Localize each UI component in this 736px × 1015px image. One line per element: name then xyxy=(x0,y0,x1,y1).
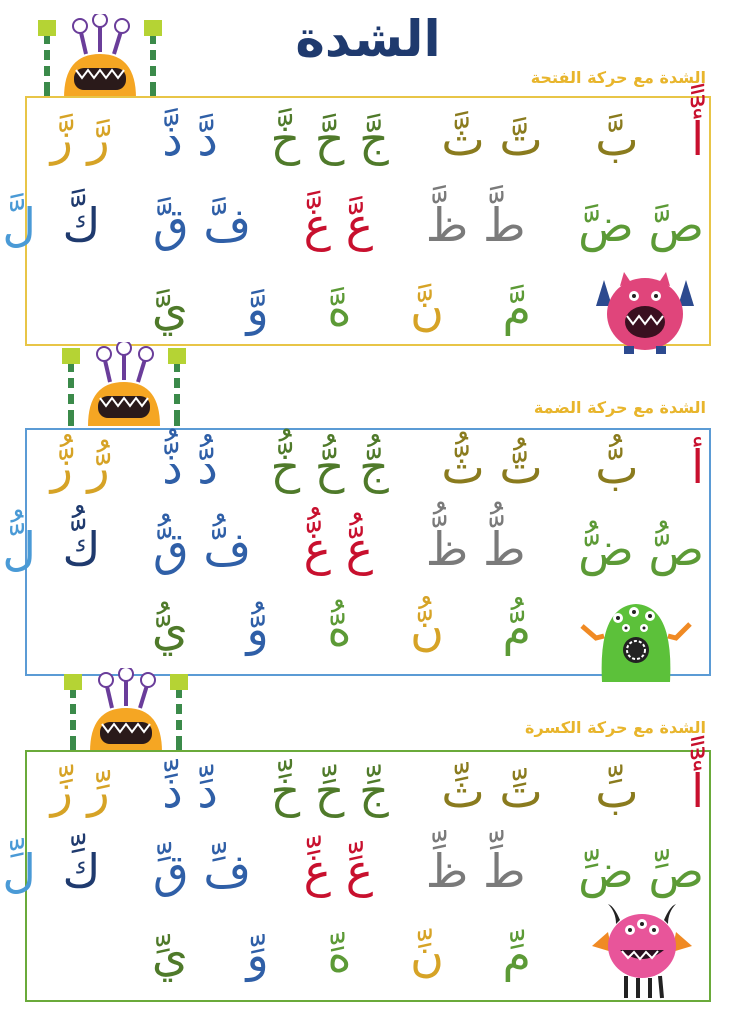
letter-group: وِّ xyxy=(246,928,269,982)
letter-group: كُّ xyxy=(62,522,101,576)
letter-group: يُّ xyxy=(151,602,188,656)
letter-group: تَّ ثَّ xyxy=(441,112,543,166)
letter-group: دُّ ذُّ xyxy=(162,440,218,494)
letter-group: أ xyxy=(691,440,704,494)
letter-group: وُّ xyxy=(246,602,269,656)
letter-group: طِّ ظِّ xyxy=(425,844,526,898)
letter-group: جَّ حَّ خَّ xyxy=(270,112,389,166)
letter-group: مَّ xyxy=(502,282,531,336)
letter-group: هِّ xyxy=(327,928,352,982)
section-2-row-3 xyxy=(152,602,531,656)
letter-group: تِّ ثِّ xyxy=(441,764,543,818)
letter-group: تُّ ثُّ xyxy=(441,440,543,494)
section-2-label: الشدة مع حركة الضمة xyxy=(533,398,706,417)
section-2-row-2 xyxy=(2,522,704,576)
section-3-label: الشدة مع حركة الكسرة xyxy=(525,718,706,737)
letter-group: نِّ xyxy=(410,928,444,982)
letter-group: صَّ ضَّ xyxy=(578,198,704,252)
letter-group: فَّ قَّ xyxy=(153,198,252,252)
yellow-monster-icon xyxy=(60,342,190,426)
letter-group: أًّ xyxy=(691,112,704,166)
section-3-row-3 xyxy=(152,928,531,982)
letter-group: رِّ زِّ xyxy=(50,764,110,818)
section-1-row-3 xyxy=(152,282,531,336)
letter-group: كِّ xyxy=(62,844,101,898)
letter-group: نَّ xyxy=(410,282,444,336)
letter-group: يَّ xyxy=(151,282,188,336)
letter-group: فُّ قُّ xyxy=(153,522,252,576)
letter-group: بَّ xyxy=(595,112,639,166)
section-3-row-1 xyxy=(0,764,704,818)
letter-group: يِّ xyxy=(151,928,188,982)
letter-group: هَّ xyxy=(327,282,352,336)
yellow-monster-icon xyxy=(36,14,166,98)
letter-group: بِّ xyxy=(595,764,639,818)
pink-horned-monster-icon xyxy=(586,902,698,1000)
letter-group: رَّ زَّ xyxy=(50,112,110,166)
letter-group: صِّ ضِّ xyxy=(578,844,704,898)
pink-monster-icon xyxy=(590,266,700,354)
section-1-row-2 xyxy=(2,198,704,252)
green-monster-icon xyxy=(578,596,694,682)
letter-group: رُّ زُّ xyxy=(50,440,110,494)
letter-group: فِّ قِّ xyxy=(153,844,252,898)
letter-group: مُّ xyxy=(502,602,531,656)
letter-group: كَّ xyxy=(62,198,101,252)
letter-group: لُّ xyxy=(2,522,36,576)
letter-group: طَّ ظَّ xyxy=(425,198,526,252)
section-1-row-1 xyxy=(0,112,704,166)
section-2-row-1 xyxy=(0,440,704,494)
letter-group: طُّ ظُّ xyxy=(425,522,526,576)
section-1-label: الشدة مع حركة الفتحة xyxy=(530,68,706,87)
letter-group: بُّ xyxy=(595,440,639,494)
letter-group: دِّ ذِّ xyxy=(162,764,218,818)
letter-group: وَّ xyxy=(246,282,269,336)
letter-group: لِّ xyxy=(2,844,36,898)
section-3-row-2 xyxy=(2,844,704,898)
letter-group: عِّ غِّ xyxy=(303,844,374,898)
letter-group: جِّ حِّ خِّ xyxy=(270,764,389,818)
letter-group: نُّ xyxy=(410,602,444,656)
letter-group: هُّ xyxy=(327,602,352,656)
letter-group: مِّ xyxy=(502,928,531,982)
page-title: الشدة xyxy=(295,10,441,68)
letter-group: عُّ غُّ xyxy=(303,522,374,576)
letter-group: دَّ ذَّ xyxy=(162,112,218,166)
letter-group: عَّ غَّ xyxy=(303,198,374,252)
letter-group: صُّ ضُّ xyxy=(578,522,704,576)
letter-group: لَّ xyxy=(2,198,36,252)
letter-group: أًّ xyxy=(691,764,704,818)
letter-group: جُّ حُّ خُّ xyxy=(270,440,389,494)
yellow-monster-icon xyxy=(62,668,192,752)
